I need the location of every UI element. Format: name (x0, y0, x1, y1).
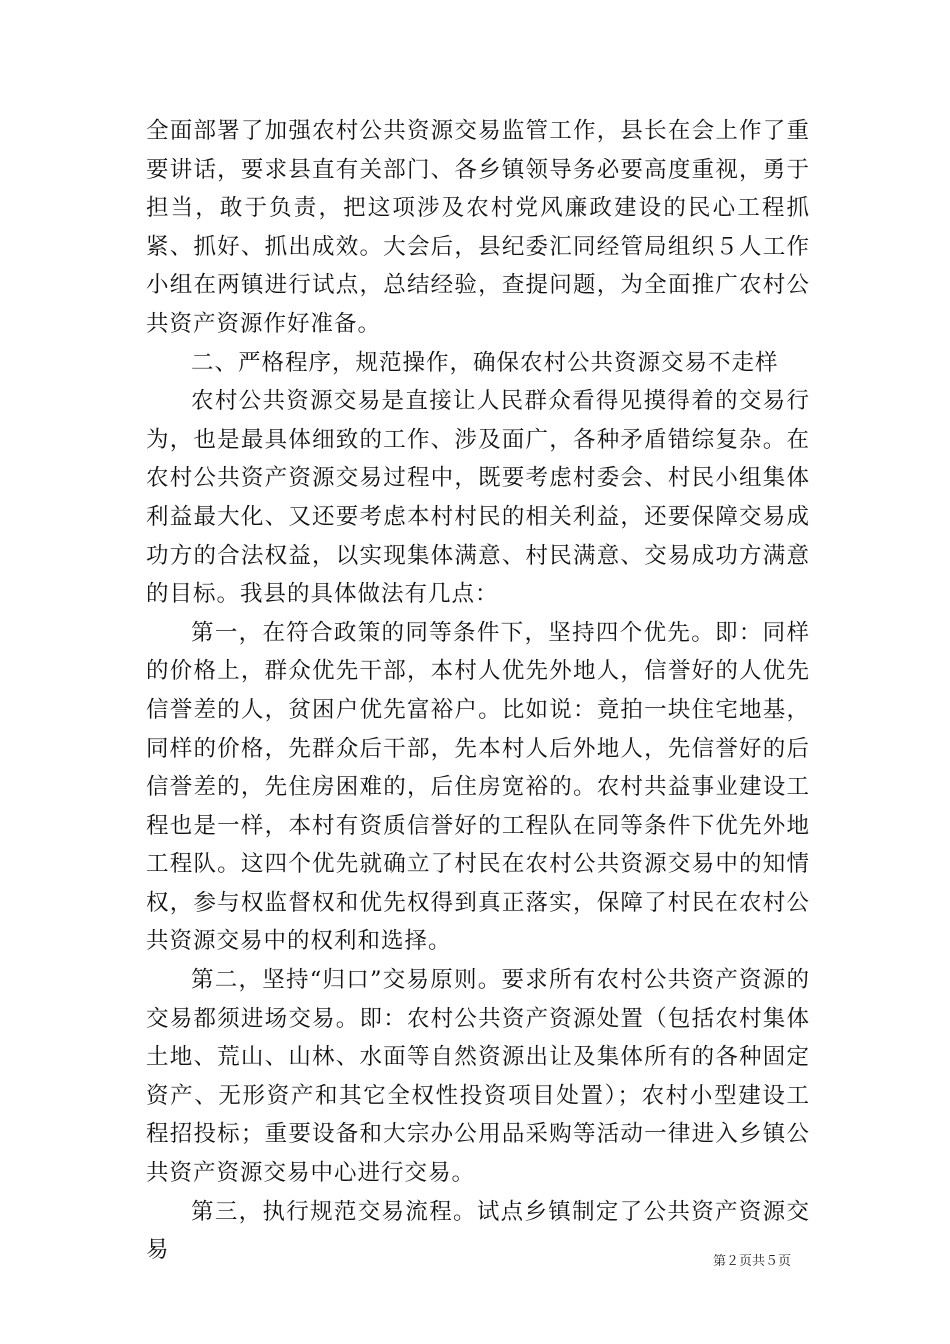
paragraph: 农村公共资源交易是直接让人民群众看得见摸得着的交易行为，也是最具体细致的工作、涉及面广，各种矛盾错综复杂。在农村公共资产资源交易过程中，既要考虑村委会、村民小组集体利益最大化、又还要考虑本村村民的相关利益，还要保障交易成功方的合法权益，以实现集体满意、村民满意、交易成功方满意的目标。我县的具体做法有几点： (146, 388, 810, 608)
page-number-footer: 第２页共５页 (713, 1254, 792, 1269)
document-body (146, 112, 810, 1270)
section-heading: 二、严格程序，规范操作，确保农村公共资源交易不走样 (191, 349, 779, 376)
paragraph-continuation: 全面部署了加强农村公共资源交易监管工作，县长在会上作了重要讲话，要求县直有关部门、各乡镇领导务必要高度重视，勇于担当，敢于负责，把这项涉及农村党风廉政建设的民心工程抓紧、抓好、抓出成效。大会后，县纪委汇同经管局组织５人工作小组在两镇进行试点，总结经验，查提问题，为全面推广农村公共资产资源作好准备。 (146, 118, 810, 337)
paragraph: 第二，坚持“归口”交易原则。要求所有农村公共资产资源的交易都须进场交易。即：农村公共资产资源处置（包括农村集体土地、荒山、山林、水面等自然资源出让及集体所有的各种固定资产、无形资产和其它全权性投资项目处置）；农村小型建设工程招投标；重要设备和大宗办公用品采购等活动一律进入乡镇公共资产资源交易中心进行交易。 (146, 967, 810, 1187)
paragraph: 第一，在符合政策的同等条件下，坚持四个优先。即：同样的价格上，群众优先干部，本村人优先外地人，信誉好的人优先信誉差的人，贫困户优先富裕户。比如说：竟拍一块住宅地基，同样的价格，先群众后干部，先本村人后外地人，先信誉好的后信誉差的，先住房困难的，后住房宽裕的。农村共益事业建设工程也是一样，本村有资质信誉好的工程队在同等条件下优先外地工程队。这四个优先就确立了村民在农村公共资源交易中的知情权，参与权监督权和优先权得到真正落实，保障了村民在农村公共资源交易中的权利和选择。 (146, 619, 810, 955)
paragraph: 第三，执行规范交易流程。试点乡镇制定了公共资产资源交易 (146, 1198, 810, 1264)
